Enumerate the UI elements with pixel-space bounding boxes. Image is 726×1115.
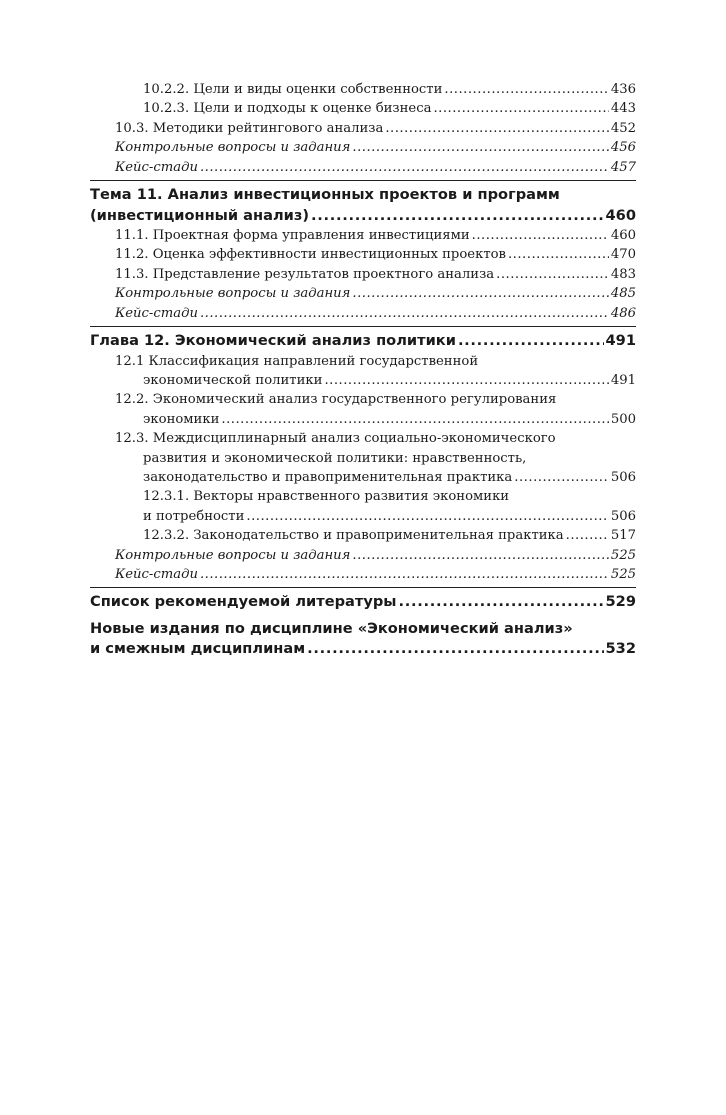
toc-entry-title: 11.1. Проектная форма управления инвестициями: [115, 228, 470, 244]
toc-entry-title: экономики: [143, 411, 220, 427]
section-divider: [90, 180, 636, 181]
toc-entry-case-10: [90, 158, 636, 177]
toc-entry-12-3-1: 12.3.1. Векторы нравственного развития экономики: [143, 489, 510, 505]
dot-leader: [472, 226, 609, 245]
toc-entry-title: (инвестиционный анализ): [90, 206, 310, 224]
toc-page-number: 500: [610, 411, 636, 427]
dot-leader: [200, 304, 609, 323]
toc-entry-12-2-continued: [90, 410, 636, 429]
dot-leader: [200, 565, 609, 584]
toc-page-number: 506: [610, 470, 636, 485]
toc-page-number: 456: [610, 140, 636, 156]
toc-entry-12-3-2: [90, 526, 636, 545]
toc-entry-12-1-continued: [90, 371, 636, 390]
toc-entry-title: 11.3. Представление результатов проектного анализа: [115, 266, 495, 282]
toc-page-number: 525: [610, 567, 636, 583]
toc-heading-literature: [90, 592, 636, 613]
toc-entry-12-1: 12.1 Классификация направлений государственной: [115, 353, 479, 369]
toc-page-number: 460: [605, 206, 636, 224]
toc-page-number: 452: [610, 120, 636, 136]
section-divider: [90, 326, 636, 327]
toc-page-number: 517: [610, 528, 636, 544]
toc-entry-10-2-2: [90, 80, 636, 99]
toc-entry-12-3: 12.3. Междисциплинарный анализ социально-экономического: [115, 431, 556, 447]
dot-leader: [514, 468, 609, 487]
toc-page-number: 525: [610, 547, 636, 563]
toc-entry-case-11: [90, 304, 636, 323]
dot-leader: [246, 507, 608, 526]
toc-entry-questions-11: [90, 284, 636, 303]
toc-heading-new-editions-continued: [90, 639, 636, 660]
toc-page-number: 485: [610, 286, 636, 302]
toc-page-number: 470: [610, 247, 636, 263]
toc-entry-questions-12: [90, 546, 636, 565]
toc-page-number: 486: [610, 305, 636, 321]
toc-entry-title: 10.2.2. Цели и виды оценки собственности: [143, 82, 443, 97]
dot-leader: [385, 119, 609, 138]
table-of-contents: [90, 80, 636, 660]
toc-entry-title: 12.3.2. Законодательство и правоприменительная практика: [143, 528, 564, 544]
toc-entry-title: законодательство и правоприменительная практика: [143, 470, 513, 485]
toc-heading-chapter-12: [90, 331, 636, 352]
toc-entry-10-2-3: [90, 99, 636, 118]
toc-entry-title: и потребности: [143, 508, 245, 524]
toc-heading-topic-11-continued: [90, 206, 636, 227]
toc-entry-12-3-continued: развития и экономической политики: нравственность,: [143, 450, 527, 466]
toc-page-number: 457: [610, 159, 636, 175]
toc-page-number: 436: [610, 82, 636, 97]
toc-entry-title: Контрольные вопросы и задания: [115, 140, 351, 156]
toc-entry-title: Кейс-стади: [115, 305, 198, 321]
toc-entry-title: 11.2. Оценка эффективности инвестиционных проектов: [115, 247, 506, 263]
toc-page-number: 443: [610, 101, 636, 117]
toc-entry-questions-10: [90, 138, 636, 157]
dot-leader: [433, 99, 608, 118]
dot-leader: [444, 80, 608, 99]
toc-entry-10-3: [90, 119, 636, 138]
toc-page-number: 460: [610, 228, 636, 244]
toc-entry-title: Кейс-стади: [115, 567, 198, 583]
toc-page-number: 483: [610, 266, 636, 282]
dot-leader: [399, 592, 604, 613]
dot-leader: [352, 138, 608, 157]
dot-leader: [352, 546, 608, 565]
toc-entry-11-2: [90, 245, 636, 264]
toc-entry-11-3: [90, 265, 636, 284]
dot-leader: [200, 158, 609, 177]
dot-leader: [508, 245, 609, 264]
toc-page-number: 506: [610, 508, 636, 524]
toc-heading-new-editions: Новые издания по дисциплине «Экономический анализ»: [90, 619, 573, 637]
toc-entry-title: Контрольные вопросы и задания: [115, 286, 351, 302]
toc-heading-topic-11: Тема 11. Анализ инвестиционных проектов и программ: [90, 186, 560, 204]
toc-entry-title: экономической политики: [143, 372, 323, 388]
toc-entry-title: Кейс-стади: [115, 159, 198, 175]
toc-entry-title: Глава 12. Экономический анализ политики: [90, 332, 456, 350]
section-divider: [90, 587, 636, 588]
toc-entry-12-3-continued-2: [90, 468, 636, 487]
dot-leader: [352, 284, 608, 303]
toc-entry-title: Контрольные вопросы и задания: [115, 547, 351, 563]
dot-leader: [221, 410, 608, 429]
toc-entry-title: 10.2.3. Цели и подходы к оценке бизнеса: [143, 101, 432, 117]
toc-entry-title: 10.3. Методики рейтингового анализа: [115, 120, 384, 136]
toc-entry-12-3-1-continued: [90, 507, 636, 526]
dot-leader: [496, 265, 609, 284]
toc-page-number: 491: [605, 332, 636, 350]
dot-leader: [307, 639, 603, 660]
dot-leader: [566, 526, 609, 545]
dot-leader: [324, 371, 608, 390]
toc-entry-12-2: 12.2. Экономический анализ государственного регулирования: [115, 392, 557, 408]
toc-page-number: 491: [610, 372, 636, 388]
toc-entry-title: Список рекомендуемой литературы: [90, 593, 397, 611]
dot-leader: [458, 331, 604, 352]
toc-entry-title: и смежным дисциплинам: [90, 640, 306, 658]
toc-page-number: 529: [605, 593, 636, 611]
dot-leader: [311, 206, 604, 227]
toc-entry-case-12: [90, 565, 636, 584]
toc-page-number: 532: [605, 640, 636, 658]
toc-entry-11-1: [90, 226, 636, 245]
